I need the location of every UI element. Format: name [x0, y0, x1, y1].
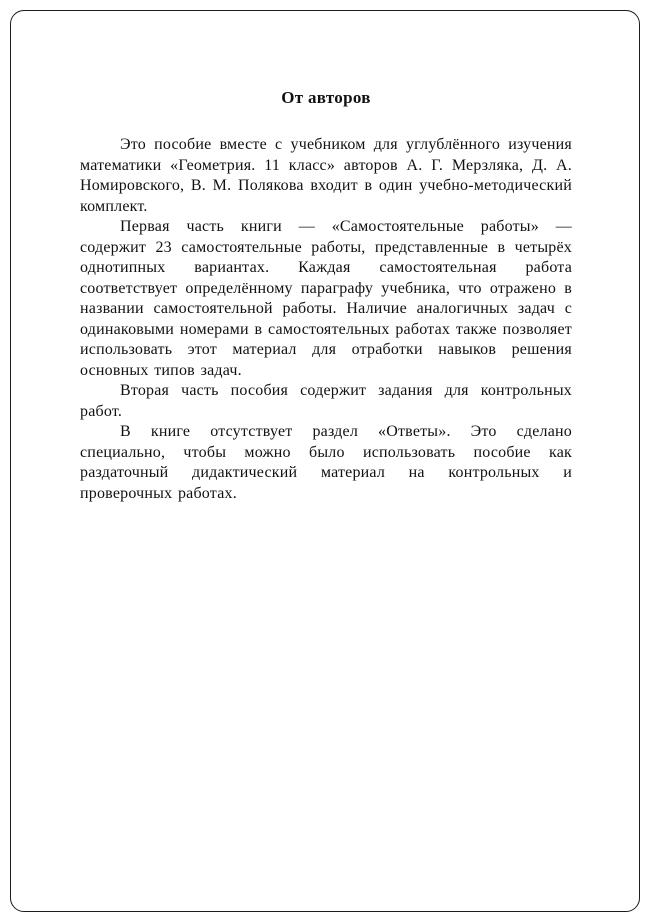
- paragraph: Вторая часть пособия содержит задания для контрольных работ.: [80, 382, 572, 420]
- paragraph: Первая часть книги — «Самостоятельные работы» — содержит 23 самостоятельные работы, представленные в четырёх однотипных вариантах. Каждая самостоятельная работа соответствует определённому параграфу учебника, что отражено в названии самостоятельной работы. Наличие аналогичных задач с одинаковыми номерами в самостоятельных работах также позволяет использовать этот материал для отработки навыков решения основных типов задач.: [80, 218, 572, 379]
- paragraph: Это пособие вместе с учебником для углублённого изучения математики «Геометрия. 11 класс» авторов А. Г. Мерзляка, Д. А. Номировского, В. М. Полякова входит в один учебно-методический комплект.: [80, 136, 572, 215]
- page-title: От авторов: [281, 88, 371, 107]
- paragraph: В книге отсутствует раздел «Ответы». Это сделано специально, чтобы можно было использовать пособие как раздаточный дидактический материал на контрольных и проверочных работах.: [80, 423, 572, 502]
- page-content: [80, 88, 572, 504]
